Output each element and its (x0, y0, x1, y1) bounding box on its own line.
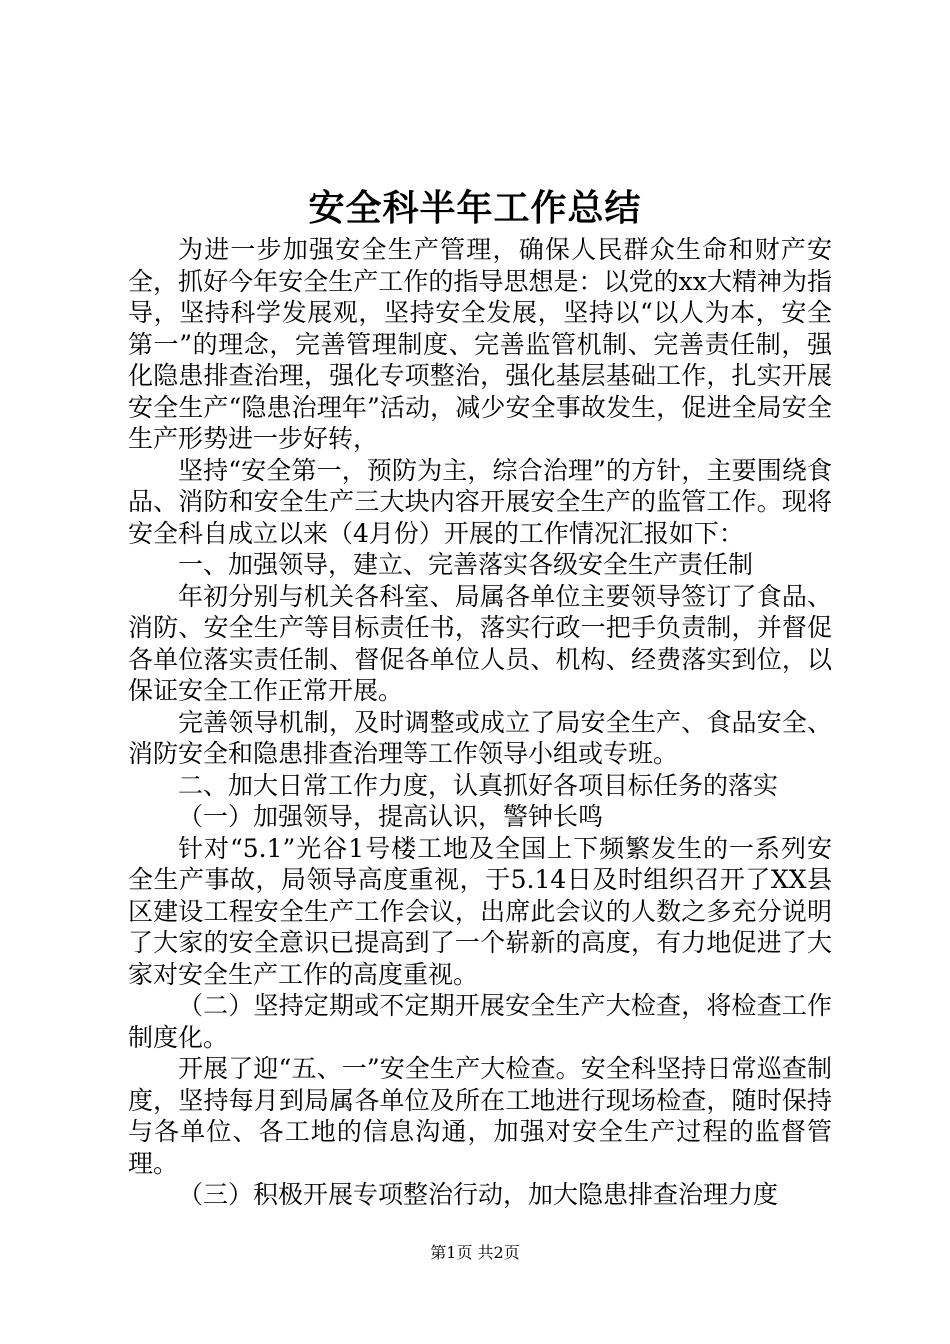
paragraph: 开展了迎“五、一”安全生产大检查。安全科坚持日常巡查制度，坚持每月到局属各单位及所在工地进行现场检查，随时保持与各单位、各工地的信息沟通，加强对安全生产过程的监督管理。 (128, 1054, 832, 1178)
paragraph: 坚持“安全第一，预防为主，综合治理”的方针，主要围绕食品、消防和安全生产三大块内容开展安全生产的监管工作。现将安全科自成立以来（4月份）开展的工作情况汇报如下： (128, 455, 832, 548)
section-heading: 一、加强领导，建立、完善落实各级安全生产责任制 (178, 550, 754, 579)
subsection-heading: （二）坚持定期或不定期开展安全生产大检查，将检查工作制度化。 (128, 991, 832, 1052)
section-heading: 二、加大日常工作力度，认真抓好各项目标任务的落实 (178, 770, 779, 800)
paragraph: 完善领导机制，及时调整或成立了局安全生产、食品安全、消防安全和隐患排查治理等工作领导小组或专班。 (128, 707, 832, 768)
paragraph: 针对“5.1”光谷1号楼工地及全国上下频繁发生的一系列安全生产事故，局领导高度重视，于5.14日及时组织召开了XX县区建设工程安全生产工作会议，出席此会议的人数之多充分说明了大家的安全意识已提高到了一个崭新的高度，有力地促进了大家对安全生产工作的高度重视。 (128, 833, 832, 989)
page-footer: 第1页 共2页 (430, 1243, 520, 1262)
subsection-heading: （三）积极开展专项整治行动，加大隐患排查治理力度 (178, 1180, 779, 1209)
paragraph: 为进一步加强安全生产管理，确保人民群众生命和财产安全，抓好今年安全生产工作的指导思想是：以党的xx大精神为指导，坚持科学发展观，坚持安全发展，坚持以“以人为本，安全第一”的理念，完善管理制度、完善监管机制、完善责任制，强化隐患排查治理，强化专项整治，强化基层基础工作，扎实开展安全生产“隐患治理年”活动，减少安全事故发生，促进全局安全生产形势进一步好转， (128, 235, 832, 453)
subsection-heading: （一）加强领导，提高认识，警钟长鸣 (178, 802, 604, 831)
page-title: 安全科半年工作总结 (308, 187, 642, 229)
paragraph: 年初分别与机关各科室、局属各单位主要领导签订了食品、消防、安全生产等目标责任书，落实行政一把手负责制，并督促各单位落实责任制、督促各单位人员、机构、经费落实到位，以保证安全工作正常开展。 (128, 581, 832, 705)
document-body (128, 234, 832, 1211)
